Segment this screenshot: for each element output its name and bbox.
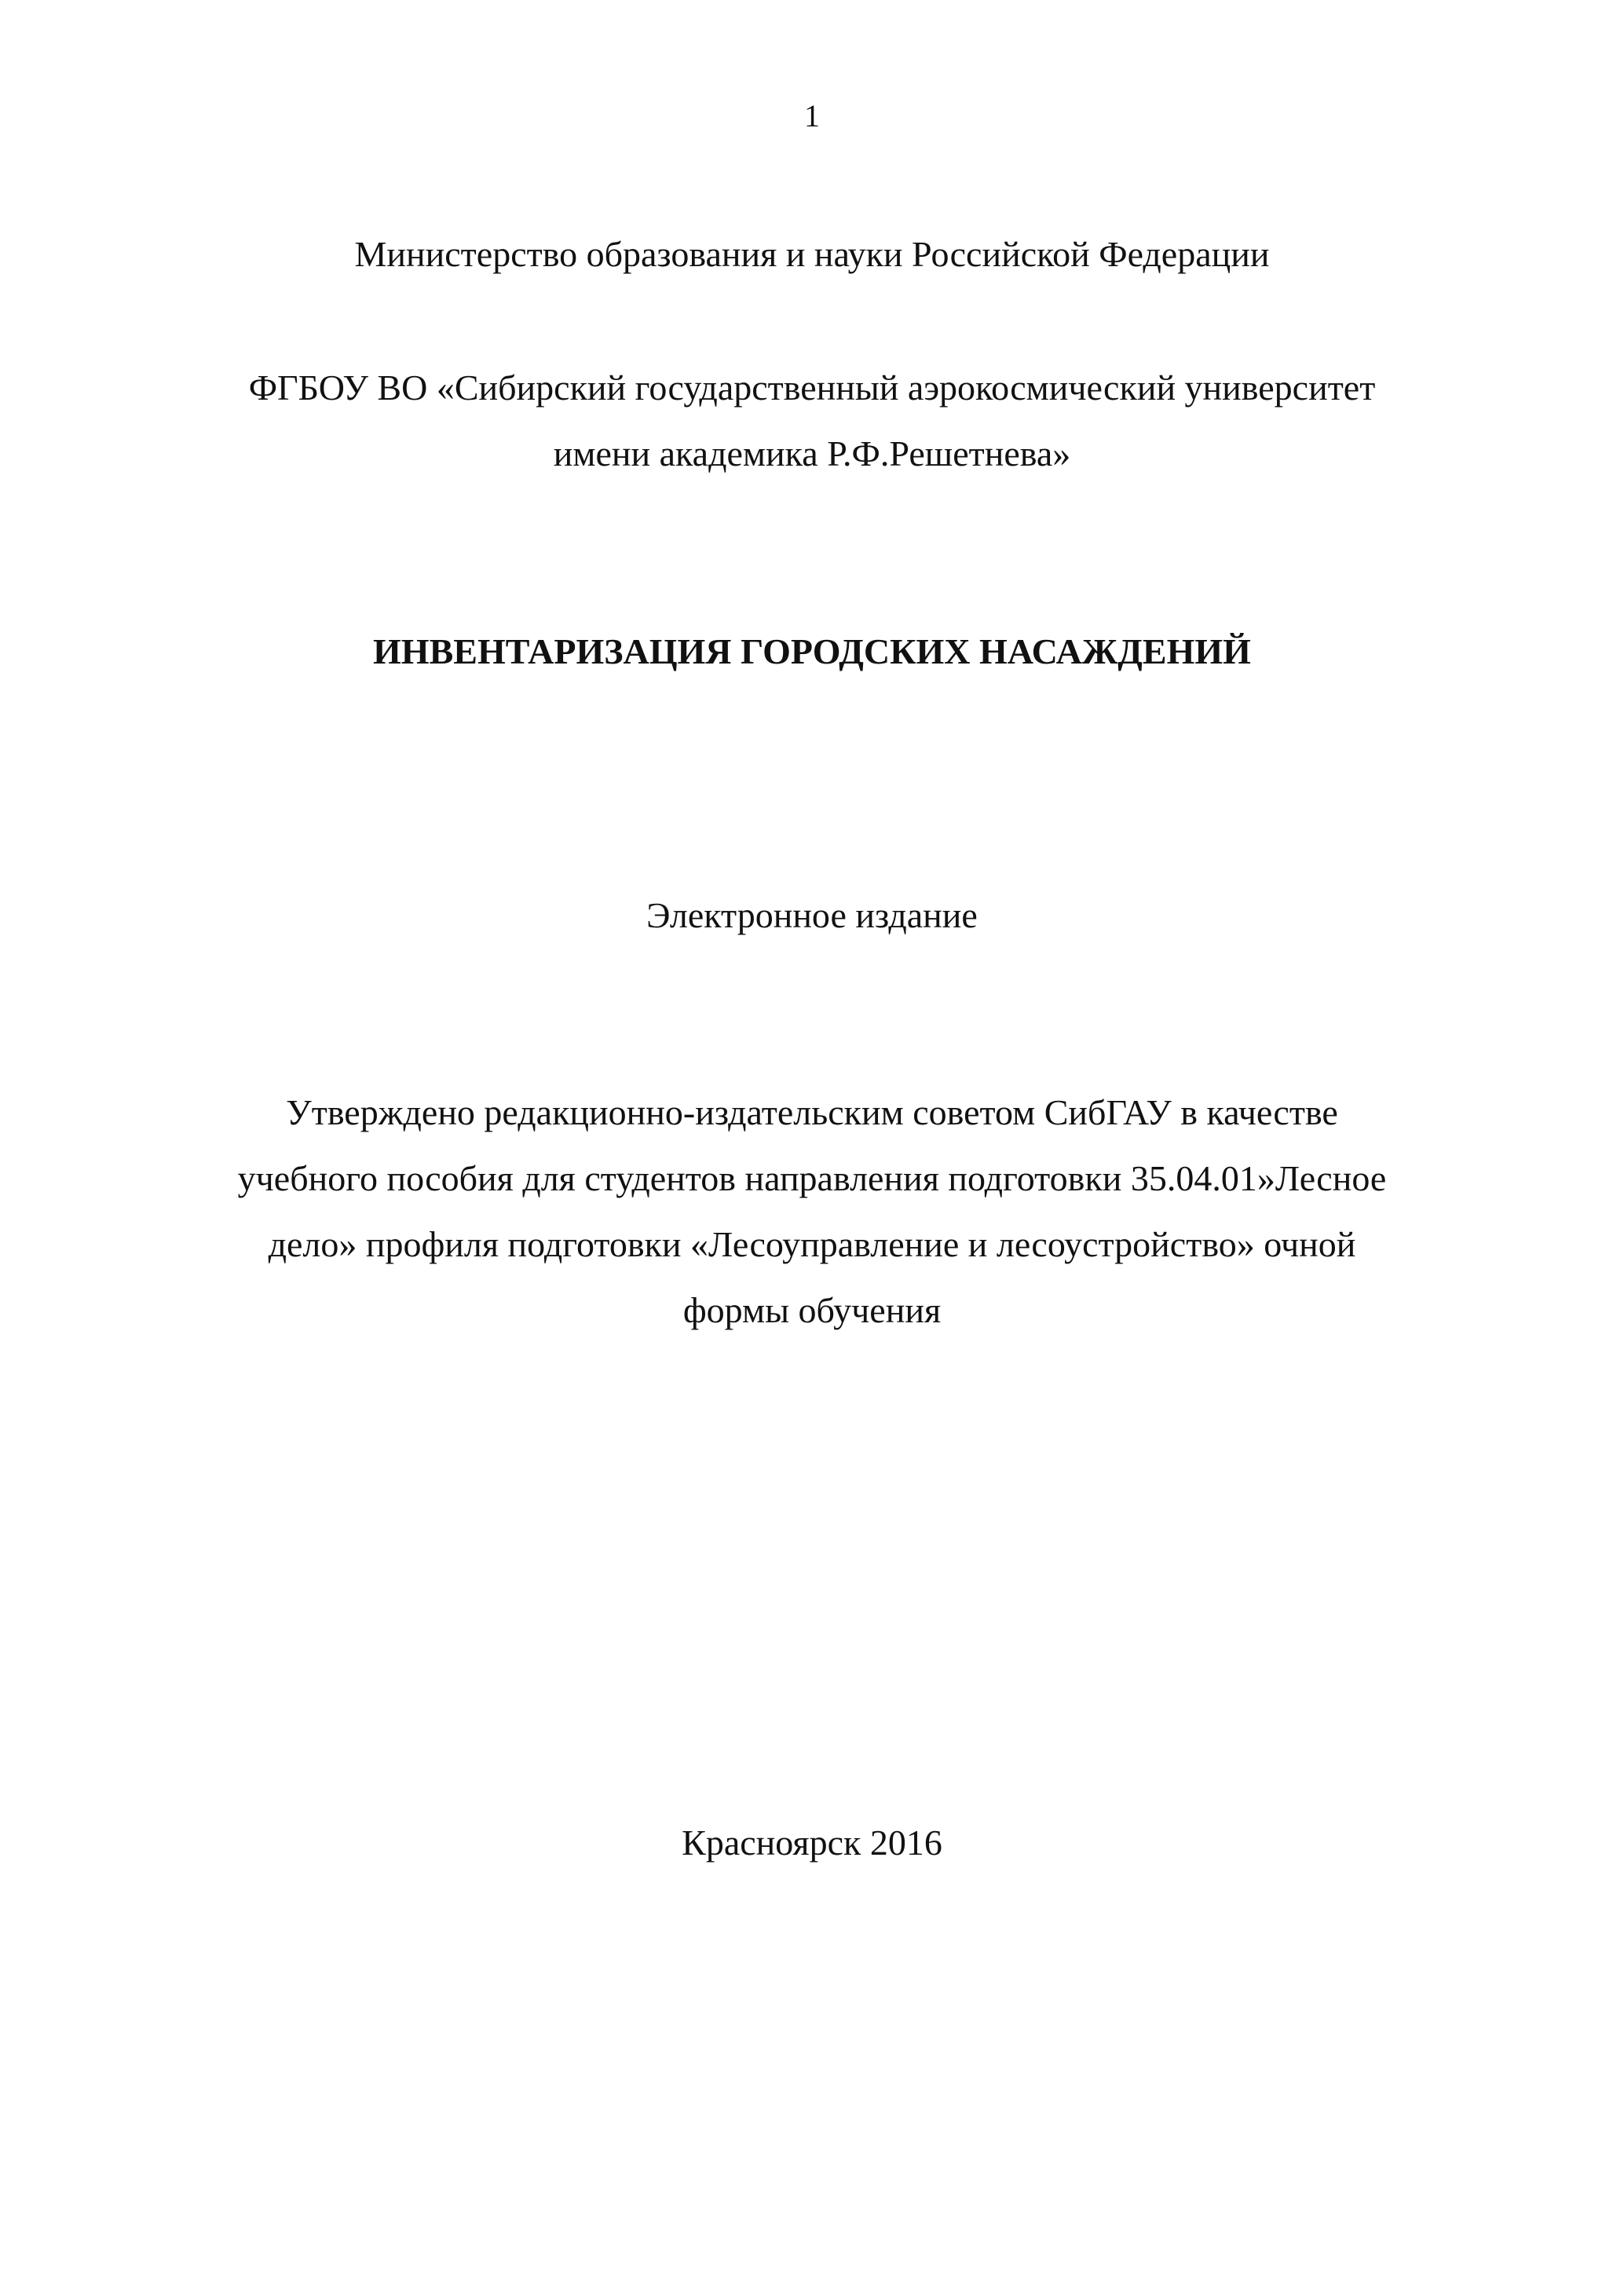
- university-line-2: имени академика Р.Ф.Решетнева»: [553, 433, 1071, 473]
- approval-line-3: дело» профиля подготовки «Лесоуправление и лесоустройство» очной: [268, 1224, 1356, 1264]
- ministry-line: Министерство образования и науки Российской Федерации: [354, 234, 1270, 274]
- university-line-1: ФГБОУ ВО «Сибирский государственный аэрокосмический университет: [248, 367, 1376, 408]
- approval-line-2: учебного пособия для студентов направления подготовки 35.04.01»Лесное: [237, 1158, 1387, 1198]
- city-year: Красноярск 2016: [682, 1823, 942, 1863]
- approval-line-1: Утверждено редакционно-издательским советом СибГАУ в качестве: [286, 1092, 1338, 1132]
- page-number: 1: [804, 98, 820, 133]
- approval-line-4: формы обучения: [682, 1290, 942, 1330]
- edition-label: Электронное издание: [646, 895, 978, 935]
- document-title: ИНВЕНТАРИЗАЦИЯ ГОРОДСКИХ НАСАЖДЕНИЙ: [373, 631, 1251, 671]
